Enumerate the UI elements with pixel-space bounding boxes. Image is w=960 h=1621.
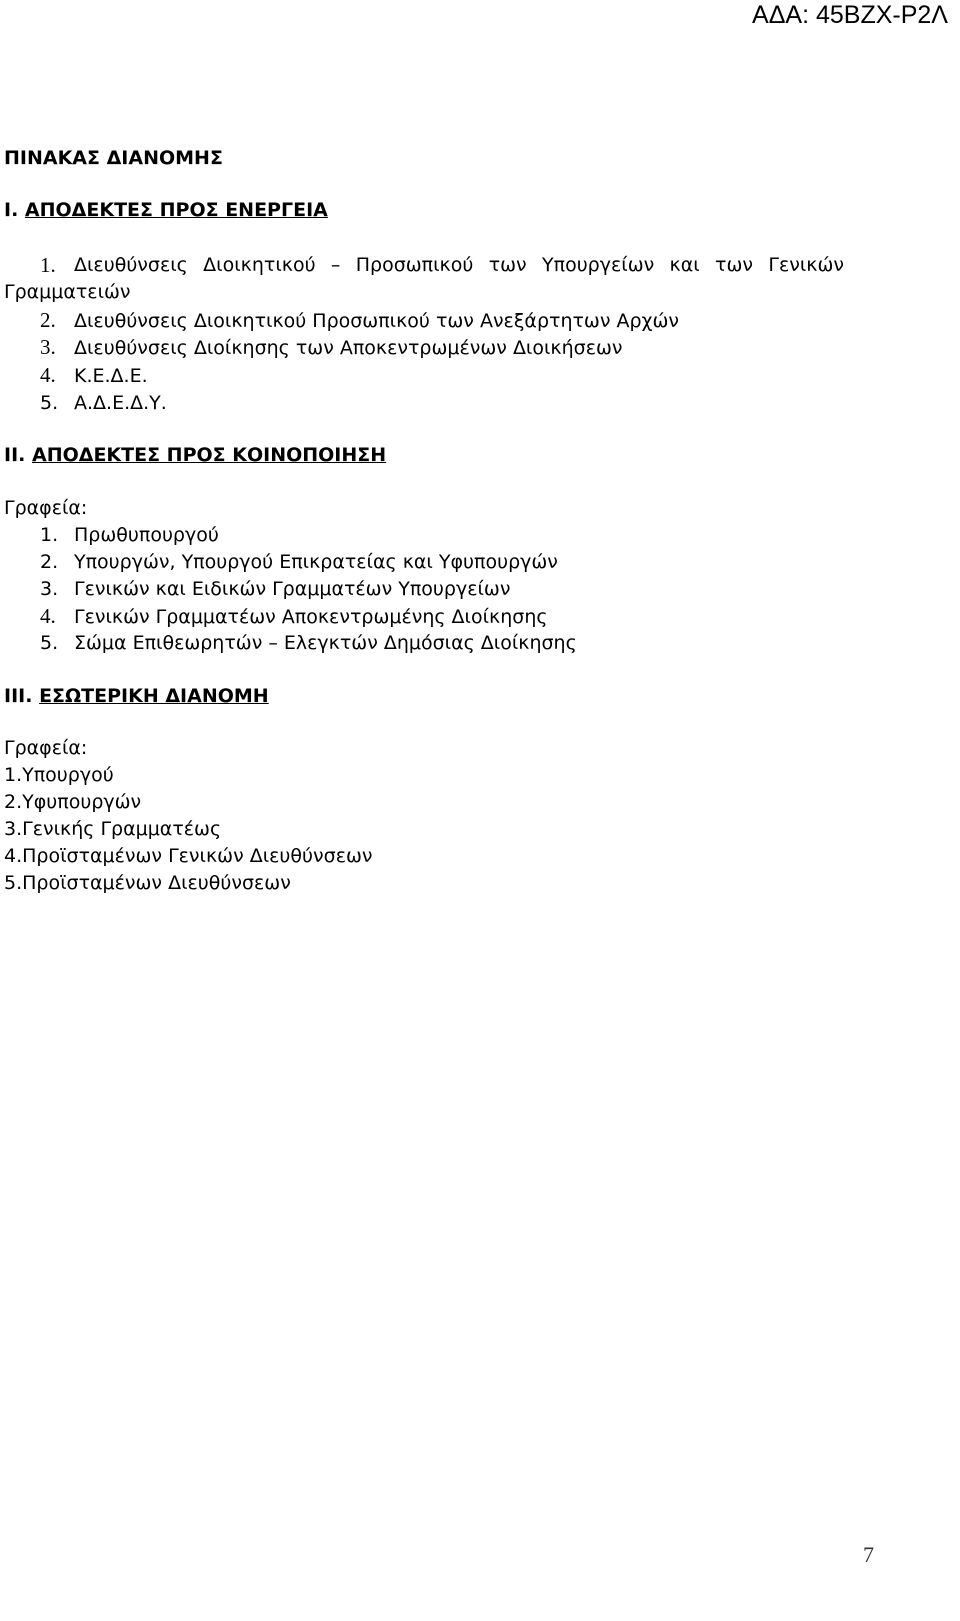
section-2-item-5: [4, 630, 577, 657]
section-2-item-5-num: 5.: [40, 632, 59, 654]
section-2-offices-label: Γραφεία:: [4, 497, 88, 519]
section-2-item-2-text: Υπουργών, Υπουργού Επικρατείας και Υφυπουργών: [74, 551, 558, 573]
section-3-title: ΕΣΩΤΕΡΙΚΗ ΔΙΑΝΟΜΗ: [39, 685, 269, 707]
section-1-item-2-text: Διευθύνσεις Διοικητικού Προσωπικού των Ανεξάρτητων Αρχών: [74, 310, 680, 332]
section-1-item-1-text: Διευθύνσεις Διοικητικού – Προσωπικού των Υπουργείων και των Γενικών: [74, 254, 844, 276]
section-1-item-4: [4, 362, 148, 390]
section-2-item-1-text: Πρωθυπουργού: [74, 524, 219, 546]
section-1-item-2: [4, 307, 679, 335]
section-1-item-3-num: 3.: [40, 335, 56, 359]
section-1-item-1: [4, 252, 844, 280]
section-3-roman: ΙΙΙ.: [4, 685, 33, 707]
section-2-item-5-text: Σώμα Επιθεωρητών – Ελεγκτών Δημόσιας Διοίκησης: [74, 632, 577, 654]
section-3-item-5: 5.Προϊσταμένων Διευθύνσεων: [4, 872, 291, 894]
section-1-title: ΑΠΟΔΕΚΤΕΣ ΠΡΟΣ ΕΝΕΡΓΕΙΑ: [24, 199, 328, 221]
document-title: ΠΙΝΑΚΑΣ ΔΙΑΝΟΜΗΣ: [4, 147, 223, 169]
section-1-item-5: [4, 390, 167, 417]
section-1-item-3: [4, 334, 623, 362]
section-1-roman: Ι.: [4, 199, 19, 221]
section-1-item-4-num: 4.: [40, 363, 56, 387]
section-2-roman: ΙΙ.: [4, 444, 26, 466]
section-2-item-4-text: Γενικών Γραμματέων Αποκεντρωμένης Διοίκησης: [74, 606, 548, 628]
section-2-title: ΑΠΟΔΕΚΤΕΣ ΠΡΟΣ ΚΟΙΝΟΠΟΙΗΣΗ: [31, 444, 387, 466]
section-2-item-2-num: 2.: [40, 551, 59, 573]
section-2-item-1-num: 1.: [40, 524, 59, 546]
section-2-item-4-num: 4.: [40, 604, 56, 628]
section-3-item-4: 4.Προϊσταμένων Γενικών Διευθύνσεων: [4, 845, 373, 867]
section-2-item-4: [4, 603, 548, 631]
section-1-item-4-text: Κ.Ε.Δ.Ε.: [74, 365, 148, 387]
section-1-item-3-text: Διευθύνσεις Διοίκησης των Αποκεντρωμένων Διοικήσεων: [74, 337, 623, 359]
section-2-heading: [4, 442, 386, 469]
section-1-item-5-text: Α.Δ.Ε.Δ.Υ.: [74, 392, 167, 414]
section-3-item-3: 3.Γενικής Γραμματέως: [4, 818, 222, 840]
section-3-item-2: 2.Υφυπουργών: [4, 791, 142, 813]
section-1-item-5-num: 5.: [40, 392, 59, 414]
section-2-item-3-text: Γενικών και Ειδικών Γραμματέων Υπουργείων: [74, 578, 511, 600]
section-2-item-3-num: 3.: [40, 578, 59, 600]
section-1-heading: [4, 197, 328, 224]
section-1-item-1-num: 1.: [40, 253, 56, 277]
section-2-item-3: [4, 576, 510, 603]
section-1-item-2-num: 2.: [40, 308, 56, 332]
section-3-item-1: 1.Υπουργού: [4, 764, 114, 786]
section-1-item-1-continuation: Γραμματειών: [4, 281, 131, 303]
section-3-heading: [4, 683, 269, 710]
page-number: 7: [863, 1542, 874, 1567]
section-3-offices-label: Γραφεία:: [4, 737, 88, 759]
section-2-item-2: [4, 549, 558, 576]
ada-code: ΑΔΑ: 45ΒΖΧ-Ρ2Λ: [752, 1, 948, 29]
section-2-item-1: [4, 522, 219, 549]
